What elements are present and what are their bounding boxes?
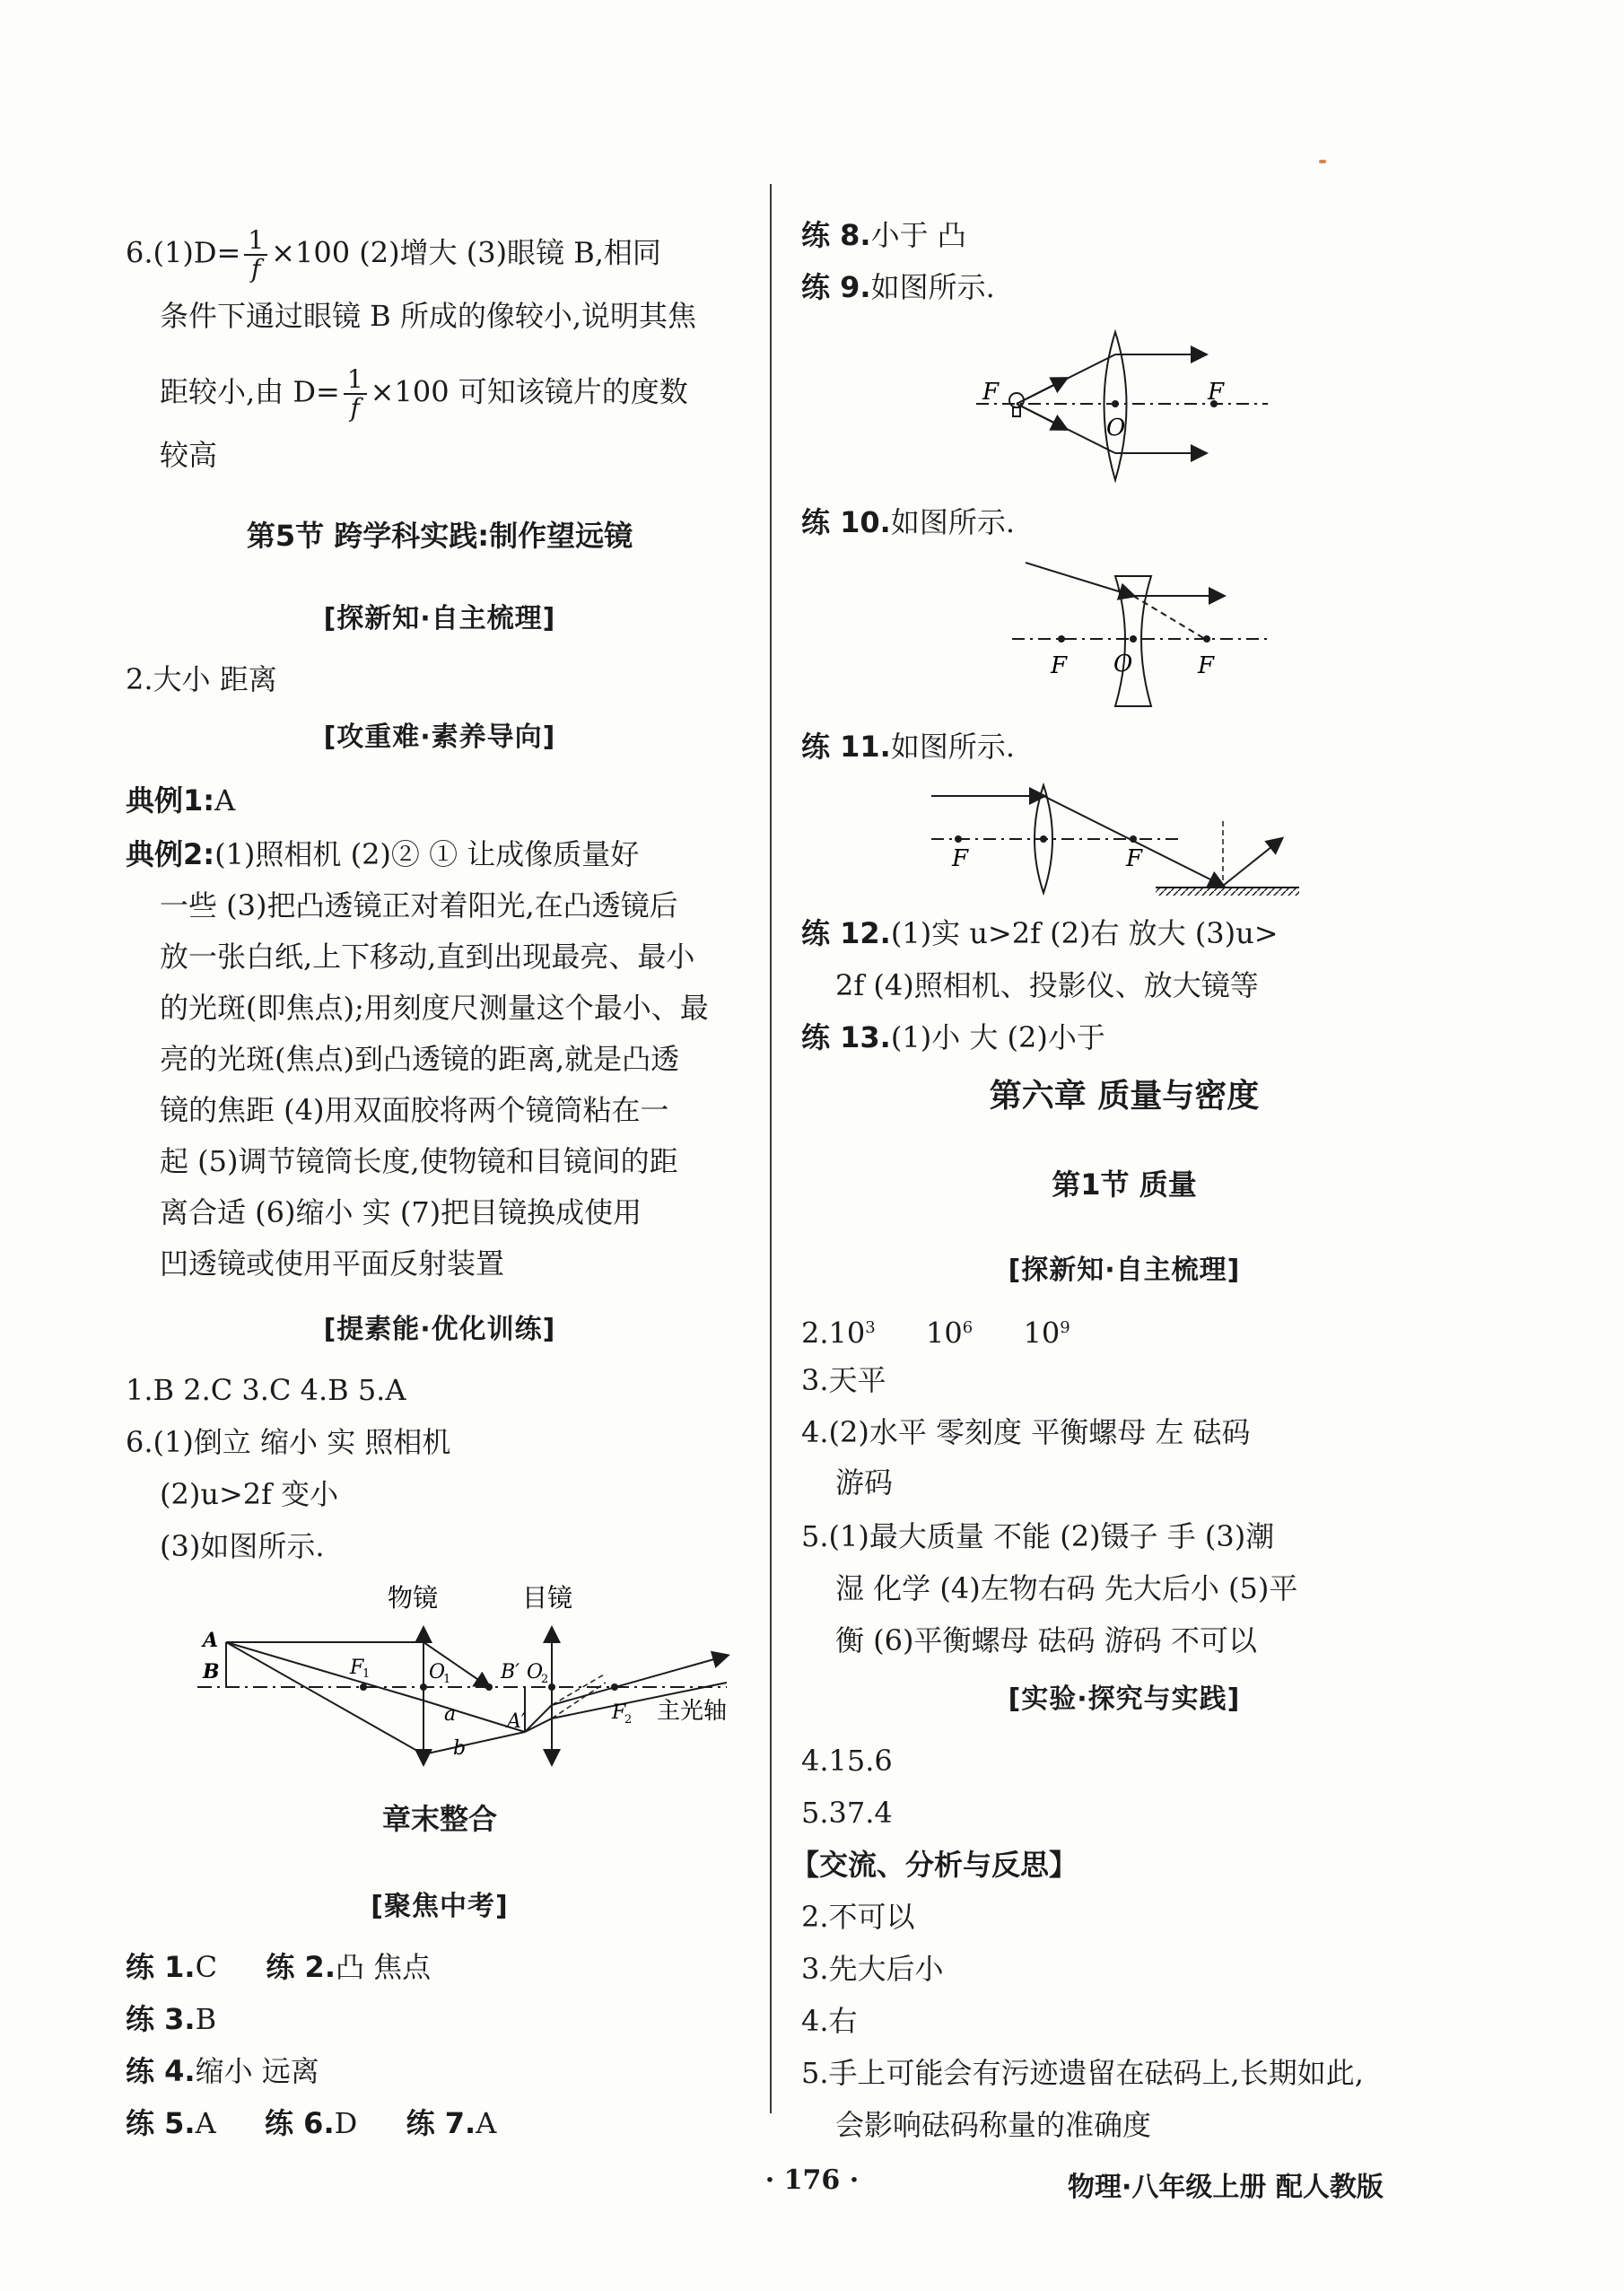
label-F-left: F	[952, 845, 969, 872]
subsection-heading: [探新知·自主梳理]	[323, 603, 556, 634]
answer-text: 10	[1023, 1316, 1061, 1351]
example-2-line-1	[126, 835, 639, 874]
practice-3	[126, 1999, 216, 2039]
practice-12-line-2: 2f (4)照相机、投影仪、放大镜等	[835, 968, 1259, 1002]
label-A-prime: A′	[507, 1710, 526, 1733]
label-F2-sub: 2	[624, 1713, 633, 1727]
fraction	[244, 227, 267, 283]
subsection-heading: [探新知·自主梳理]	[1008, 1255, 1241, 1286]
label-A: A	[203, 1629, 219, 1652]
practice-label: 练 3.	[126, 2002, 196, 2036]
objective-label: 物镜	[388, 1583, 439, 1613]
lens-mirror-diagram	[927, 776, 1304, 902]
label-F2: F	[612, 1701, 626, 1724]
practice-answer: (1)小 大 (2)小于	[890, 1020, 1105, 1054]
mass-answer-2	[801, 1308, 1070, 1353]
practice-answer: B	[195, 2002, 217, 2036]
practice-answer: A	[476, 2106, 497, 2140]
practice-label: 练 8.	[801, 218, 871, 252]
label-O: O	[1113, 651, 1133, 678]
answer-line: 5.(1)最大质量 不能 (2)镊子 手 (3)潮	[801, 1519, 1275, 1553]
practice-4	[126, 2051, 319, 2091]
practice-8	[801, 215, 966, 255]
reflection-heading: 【交流、分析与反思】	[790, 1848, 1078, 1882]
practice-answer: 如图所示.	[890, 505, 1016, 539]
label-O1: O	[429, 1661, 446, 1683]
label-O: O	[1106, 415, 1126, 442]
practice-answer: 小于 凸	[870, 218, 966, 252]
exponent: 9	[1060, 1318, 1070, 1337]
label-b: b	[453, 1737, 467, 1760]
example-2-line: 放一张白纸,上下移动,直到出现最亮、最小	[160, 940, 695, 974]
practice-12-line-1	[801, 914, 1279, 953]
answer-6-line-1	[126, 227, 661, 283]
example-label: 典例2:	[126, 837, 215, 871]
subsection-heading: [提素能·优化训练]	[323, 1314, 556, 1345]
practice-answer: A	[195, 2106, 216, 2140]
label-F1-sub: 1	[362, 1667, 371, 1681]
practice-label: 练 2.	[266, 1950, 336, 1984]
answer-6-line-2: 条件下通过眼镜 B 所成的像较小,说明其焦	[160, 299, 697, 333]
exponent: 6	[962, 1318, 974, 1337]
practice-label: 练 5.	[126, 2106, 196, 2140]
fraction-denominator: f	[251, 254, 261, 284]
principal-axis-label: 主光轴	[657, 1698, 728, 1725]
label-F-left: F	[1051, 652, 1068, 679]
answer-text: 2.10	[801, 1316, 866, 1351]
label-O2-sub: 2	[541, 1673, 549, 1686]
label-F-right: F	[1198, 652, 1215, 679]
fraction-denominator: f	[350, 393, 360, 423]
telescope-ray-diagram	[188, 1575, 736, 1781]
example-2-line: 凹透镜或使用平面反射装置	[160, 1246, 505, 1281]
practice-answer: D	[334, 2106, 358, 2140]
ink-speck	[1319, 160, 1326, 163]
answer-line: 湿 化学 (4)左物右码 先大后小 (5)平	[835, 1571, 1298, 1605]
practice-answer: (1)实 u>2f (2)右 放大 (3)u>	[890, 916, 1279, 950]
label-a: a	[444, 1703, 457, 1726]
practice-answer: 缩小 远离	[195, 2054, 319, 2088]
example-2-line: 起 (5)调节镜筒长度,使物镜和目镜间的距	[160, 1144, 678, 1178]
answer-text: 距较小,由 D=	[160, 374, 340, 409]
practice-label: 练 7.	[406, 2106, 476, 2140]
example-1	[126, 781, 235, 820]
label-B: B	[203, 1660, 220, 1683]
practice-answer: 如图所示.	[890, 730, 1016, 764]
answer-text: ×100 可知该镜片的度数	[370, 374, 688, 409]
practice-9	[801, 267, 995, 307]
answer-line: 4.(2)水平 零刻度 平衡螺母 左 砝码	[801, 1415, 1251, 1449]
answer-line: 2.大小 距离	[126, 662, 277, 696]
practice-label: 练 4.	[126, 2054, 196, 2088]
subsection-heading: [攻重难·素养导向]	[323, 721, 556, 753]
answer-line: 衡 (6)平衡螺母 砝码 游码 不可以	[835, 1623, 1258, 1657]
practice-answer: 如图所示.	[870, 270, 995, 304]
answer-text: ×100 (2)增大 (3)眼镜 B,相同	[271, 235, 661, 270]
label-O2: O	[527, 1661, 544, 1683]
practice-answer: 凸 焦点	[335, 1950, 432, 1984]
example-2-line: 的光斑(即焦点);用刻度尺测量这个最小、最	[160, 991, 709, 1025]
example-2-line: 一些 (3)把凸透镜正对着阳光,在凸透镜后	[160, 888, 678, 923]
subsection-heading: [实验·探究与实践]	[1008, 1683, 1241, 1715]
answer-line: 4.15.6	[801, 1744, 893, 1778]
practice-5-7	[126, 2103, 496, 2143]
label-F-right: F	[1208, 379, 1225, 406]
section-title: 第5节 跨学科实践:制作望远镜	[246, 519, 633, 553]
light-bulb-icon	[1009, 393, 1024, 407]
answer-line: 游码	[835, 1465, 894, 1500]
example-answer: (1)照相机 (2)② ① 让成像质量好	[214, 837, 640, 871]
practice-answer: C	[195, 1950, 218, 1984]
practice-label: 练 13.	[801, 1020, 891, 1054]
example-answer: A	[214, 783, 236, 818]
answer-line: 6.(1)倒立 缩小 实 照相机	[126, 1425, 451, 1459]
answer-line: 5.37.4	[801, 1796, 893, 1830]
example-2-line: 亮的光斑(焦点)到凸透镜的距离,就是凸透	[160, 1042, 680, 1076]
example-label: 典例1:	[126, 783, 215, 818]
answer-line: 2.不可以	[801, 1900, 915, 1934]
concave-lens-diagram	[1008, 549, 1277, 720]
label-F-right: F	[1126, 845, 1143, 872]
practice-11	[801, 727, 1015, 766]
column-divider	[770, 184, 772, 2113]
book-title-footer: 物理·八年级上册 配人教版	[1068, 2172, 1384, 2203]
label-F1: F	[350, 1657, 364, 1679]
answer-line: 5.手上可能会有污迹遗留在砝码上,长期如此,	[801, 2056, 1364, 2090]
section-title: 第1节 质量	[1052, 1167, 1197, 1202]
answer-6-line-3	[160, 366, 688, 422]
label-F-left: F	[982, 379, 1000, 406]
answer-line: 会影响砝码称量的准确度	[835, 2108, 1152, 2142]
page-number: · 176 ·	[764, 2164, 860, 2196]
label-B-prime: B′	[501, 1661, 520, 1683]
practice-label: 练 11.	[801, 730, 891, 764]
chapter-title: 第六章 质量与密度	[989, 1078, 1260, 1115]
answer-text: 6.(1)D=	[126, 235, 241, 270]
practice-label: 练 6.	[265, 2106, 335, 2140]
answer-line: (2)u>2f 变小	[160, 1477, 339, 1511]
practice-label: 练 9.	[801, 270, 871, 304]
answer-line: 3.天平	[801, 1363, 886, 1397]
practice-1-2	[126, 1947, 431, 1987]
example-2-line: 镜的焦距 (4)用双面胶将两个镜筒粘在一	[160, 1093, 669, 1127]
exponent: 3	[865, 1318, 876, 1337]
practice-13	[801, 1018, 1105, 1057]
answer-line: (3)如图所示.	[160, 1529, 325, 1563]
fraction	[344, 366, 367, 422]
answer-text: 10	[926, 1316, 963, 1351]
example-2-line: 离合适 (6)缩小 实 (7)把目镜换成使用	[160, 1195, 642, 1229]
section-title: 章末整合	[381, 1802, 497, 1836]
practice-10	[801, 503, 1015, 542]
fraction-numerator: 1	[344, 366, 367, 395]
subsection-heading: [聚焦中考]	[371, 1891, 509, 1922]
answer-line: 4.右	[801, 2004, 858, 2038]
answer-line: 1.B 2.C 3.C 4.B 5.A	[126, 1373, 406, 1407]
convex-lens-diagram	[972, 323, 1277, 494]
answer-line: 3.先大后小	[801, 1952, 944, 1986]
answer-6-line-4: 较高	[160, 438, 218, 472]
eyepiece-label: 目镜	[522, 1583, 573, 1613]
practice-label: 练 1.	[126, 1950, 196, 1984]
fraction-numerator: 1	[244, 227, 267, 256]
practice-label: 练 12.	[801, 916, 891, 950]
practice-label: 练 10.	[801, 505, 891, 539]
label-O1-sub: 1	[443, 1673, 451, 1686]
